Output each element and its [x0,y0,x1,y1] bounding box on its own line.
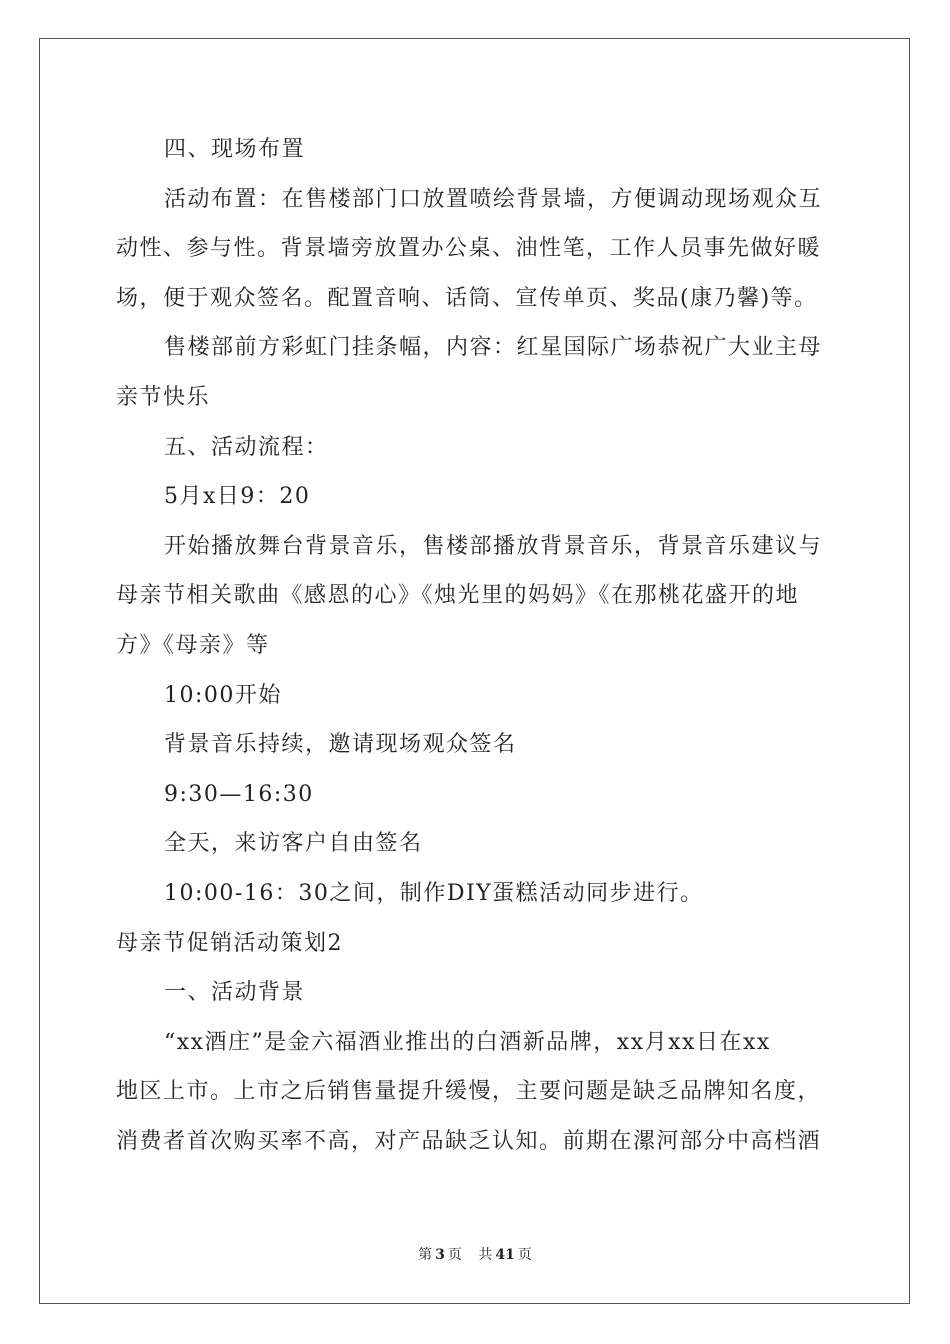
text-line: 售楼部前方彩虹门挂条幅，内容：红星国际广场恭祝广大业主母 [164,335,823,361]
text-line: 方》《母亲》等 [116,632,270,658]
text-line: 四、现场布置 [164,137,306,162]
page-suffix: 页 [447,1247,462,1263]
text-line: “xx酒庄”是金六福酒业推出的白酒新品牌，xx月xx日在xx [164,1029,771,1055]
text-line: 场，便于观众签名。配置音响、话筒、宣传单页、奖品(康乃馨)等。 [116,285,818,311]
text-line: 亲节快乐 [116,384,211,410]
page-indicator [415,1247,465,1263]
text-line: 母亲节相关歌曲《感恩的心》《烛光里的妈妈》《在那桃花盛开的地 [116,583,800,609]
text-line: 5月x日9：20 [164,484,311,510]
text-line: 背景音乐持续，邀请现场观众签名 [164,732,517,758]
total-pages: 41 [495,1247,515,1263]
text-line: 一、活动背景 [164,980,306,1006]
page-prefix: 第 [418,1247,433,1263]
text-line: 地区上市。上市之后销售量提升缓慢，主要问题是缺乏品牌知名度， [116,1079,822,1105]
text-line: 全天，来访客户自由签名 [164,831,423,857]
text-line: 10:00-16：30之间，制作DIY蛋糕活动同步进行。 [164,880,704,906]
page-number: 3 [435,1247,445,1263]
section-heading: 母亲节促销活动策划2 [116,930,343,956]
page-footer [0,1244,950,1264]
total-indicator [475,1247,534,1263]
text-line: 消费者首次购买率不高，对产品缺乏认知。前期在漯河部分中高档酒 [116,1128,822,1154]
text-line: 五、活动流程： [164,434,329,460]
total-prefix: 共 [478,1247,493,1263]
text-line: 活动布置：在售楼部门口放置喷绘背景墙，方便调动现场观众互 [164,186,823,212]
total-suffix: 页 [517,1247,532,1263]
document-body [116,125,846,1166]
text-line: 开始播放舞台背景音乐，售楼部播放背景音乐，背景音乐建议与 [164,533,823,559]
text-line: 10:00开始 [164,682,282,708]
text-line: 动性、参与性。背景墙旁放置办公桌、油性笔，工作人员事先做好暖 [116,236,822,262]
text-line: 9:30—16:30 [164,781,314,807]
